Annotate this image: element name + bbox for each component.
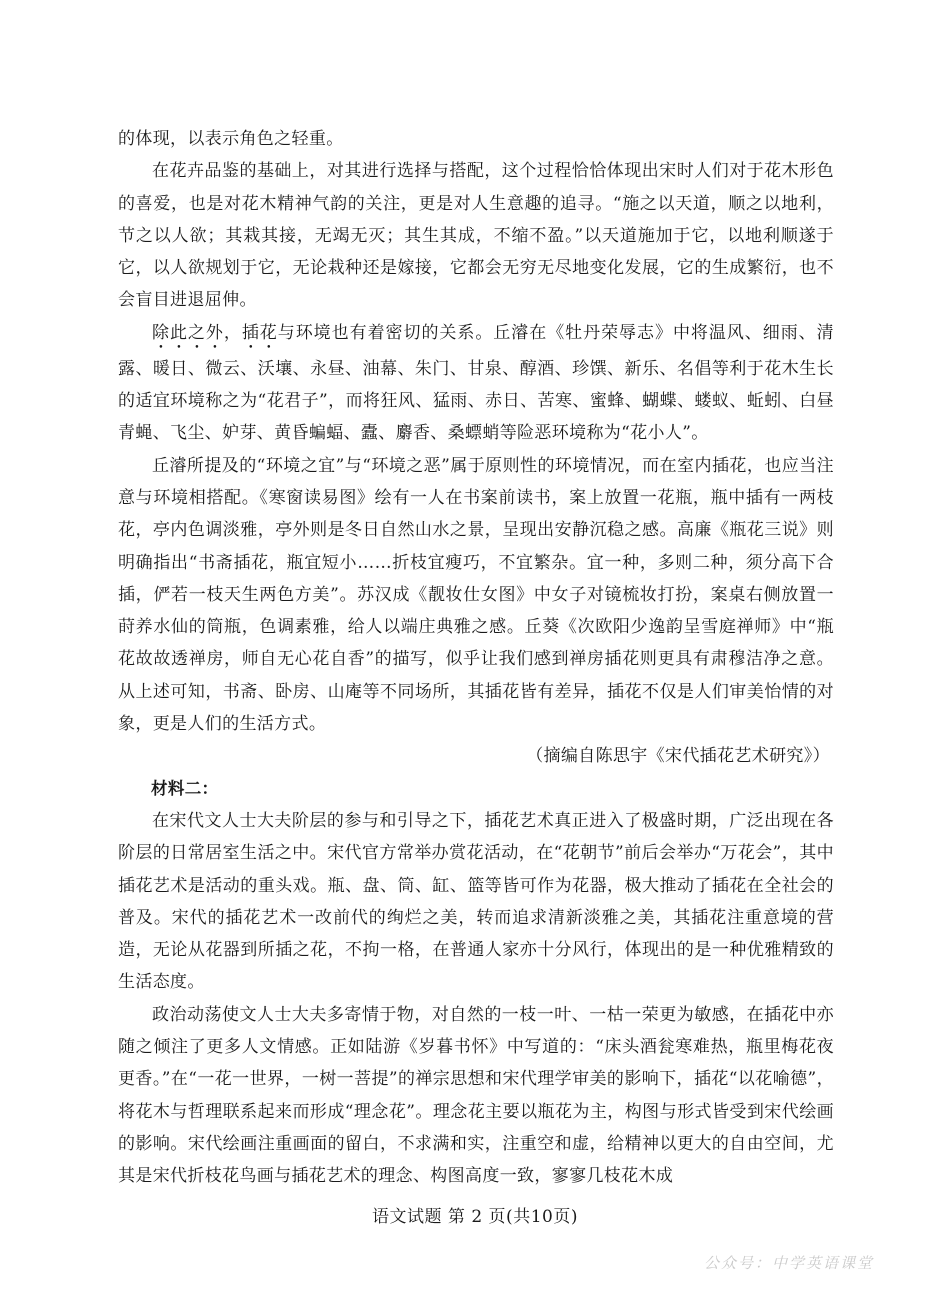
paragraph-political-turmoil: 政治动荡使文人士大夫多寄情于物，对自然的一枝一叶、一枯一荣更为敏感，在插花中亦随之倾注了更多人文情感。正如陆游《岁暮书怀》中写道的：“床头酒瓮寒难热，瓶里梅花夜更香。”在“一花一世界，一树一菩提”的禅宗思想和宋代理学审美的影响下，插花“以花喻德”，将花木与哲理联系起来而形成“理念花”。理念花主要以瓶花为主，构图与形式皆受到宋代绘画的影响。宋代绘画注重画面的留白，不求满和实，注重空和虚，给精神以更大的自由空间，尤其是宋代折枝花鸟画与插花艺术的理念、构图高度一致，寥寥几枝花木成 <box>118 1004 834 1187</box>
section-heading: 材料二： <box>151 778 219 798</box>
page-footer: 语文试题 第 2 页(共10页) <box>372 1207 578 1227</box>
paragraph-song-dynasty: 在宋代文人士大夫阶层的参与和引导之下，插花艺术真正进入了极盛时期，广泛出现在各阶层的日常居室生活之中。宋代官方常举办赏花活动，在“花朝节”前后会举办“万花会”，其中插花艺术是活动的重头戏。瓶、盘、筒、缸、篮等皆可作为花器，极大推动了插花在全社会的普及。宋代的插花艺术一改前代的绚烂之美，转而追求清新淡雅之美，其插花注重意境的营造，无论从花器到所插之花，不拘一格，在普通人家亦十分风行，体现出的是一种优雅精致的生活态度。 <box>118 810 834 993</box>
source-citation: （摘编自陈思宇《宋代插花艺术研究》） <box>526 746 830 767</box>
emphasized-phrase: 除此之外，插花 <box>152 322 278 343</box>
paragraph-continuation: 的体现，以表示角色之轻重。 <box>118 129 344 149</box>
paragraph-indoor-arrangement: 丘濬所提及的“环境之宜”与“环境之恶”属于原则性的环境情况，而在室内插花，也应当注意与环境相搭配。《寒窗读易图》绘有一人在书案前读书，案上放置一花瓶，瓶中插有一两枝花，亭内色调淡雅，亭外则是冬日自然山水之景，呈现出安静沉稳之感。高廉《瓶花三说》则明确指出“书斋插花，瓶宜短小……折枝宜瘦巧，不宜繁杂。宜一种，多则二种，须分高下合插，俨若一枝天生两色方美”。苏汉成《靓妆仕女图》中女子对镜梳妆打扮，案桌右侧放置一莳养水仙的筒瓶，色调素雅，给人以端庄典雅之感。丘葵《次欧阳少逸韵呈雪庭禅师》中“瓶花故故透禅房，师自无心花自香”的描写，似乎让我们感到禅房插花则更具有肃穆洁净之意。从上述可知，书斋、卧房、山庵等不同场所，其插花皆有差异，插花不仅是人们审美怡情的对象，更是人们的生活方式。 <box>118 455 834 735</box>
paragraph-flower-selection: 在花卉品鉴的基础上，对其进行选择与搭配，这个过程恰恰体现出宋时人们对于花木形色的喜爱，也是对花木精神气韵的关注，更是对人生意趣的追寻。“施之以天道，顺之以地利，节之以人欲；其栽其接，无竭无灭；其生其成，不缩不盈。”以天道施加于它，以地利顺遂于它，以人欲规划于它，无论栽种还是嫁接，它都会无穷无尽地变化发展，它的生成繁衍，也不会盲目进退屈伸。 <box>118 161 834 311</box>
document-body <box>118 123 834 1193</box>
paragraph-environment-text: 与环境也有着密切的关系。丘濬在《牡丹荣辱志》中将温风、细雨、清露、暖日、微云、沃壤、永昼、油幕、朱门、甘泉、醇酒、珍馔、新乐、名倡等利于花木生长的适宜环境称之为“花君子”，而将狂风、猛雨、赤日、苦寒、蜜蜂、蝴蝶、蝼蚁、蚯蚓、白昼青蝇、飞尘、妒芽、黄昏蝙蝠、蠹、麝香、桑螵蛸等险恶环境称为“花小人”。 <box>118 322 834 444</box>
watermark: 公众号：中学英语课堂 <box>703 1254 874 1272</box>
paragraph-environment <box>118 317 834 450</box>
